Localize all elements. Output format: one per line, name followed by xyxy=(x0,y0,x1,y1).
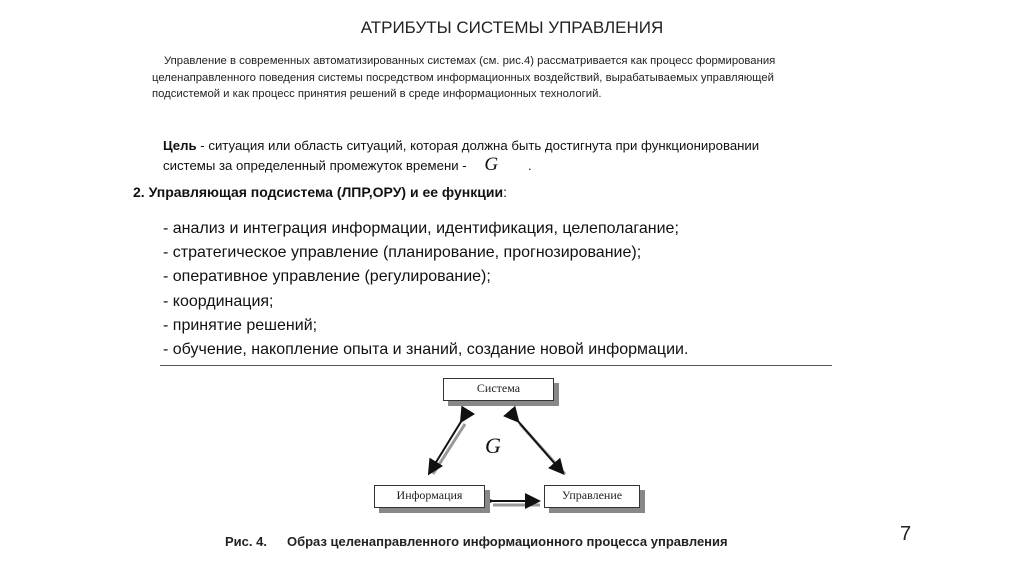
intro-line-2: целенаправленного поведения системы посредством информационных воздействий, вырабатываемых управляющей xyxy=(152,71,774,84)
list-item: - оперативное управление (регулирование); xyxy=(163,268,491,286)
intro-line-3: подсистемой и как процесс принятия решений в среде информационных технологий. xyxy=(152,88,602,100)
box-information xyxy=(374,485,485,508)
list-item: - принятие решений; xyxy=(163,316,318,334)
box-information-label: Информация xyxy=(396,488,463,502)
goal-line-1: - ситуация или область ситуаций, которая должна быть достигнута при функционировании xyxy=(196,138,760,153)
section-heading-text: 2. Управляющая подсистема (ЛПР,ОРУ) и ее функции xyxy=(133,184,504,200)
intro-line-1: Управление в современных автоматизированных системах (см. рис.4) рассматривается как процесс формирования xyxy=(164,55,776,67)
list-item: - обучение, накопление опыта и знаний, создание новой информации. xyxy=(163,341,689,359)
box-control xyxy=(544,485,640,508)
figure-caption xyxy=(225,534,728,549)
figure-label: Рис. 4. xyxy=(225,534,267,549)
goal-line-2: системы за определенный промежуток времени - xyxy=(163,158,471,173)
figure-caption-text: Образ целенаправленного информационного процесса управления xyxy=(286,534,728,549)
section-colon: : xyxy=(503,184,507,200)
page-number: 7 xyxy=(900,523,912,545)
goal-term: Цель xyxy=(163,138,197,153)
goal-trailing: . xyxy=(528,158,532,173)
box-system xyxy=(443,378,554,401)
list-item: - стратегическое управление (планирование, прогнозирование); xyxy=(163,244,642,262)
list-item: - анализ и интеграция информации, идентификация, целеполагание; xyxy=(163,220,679,237)
arrow-system-control xyxy=(517,420,562,472)
goal-symbol: G xyxy=(484,154,499,175)
slide-title: АТРИБУТЫ СИСТЕМЫ УПРАВЛЕНИЯ xyxy=(360,18,664,37)
arrow-system-information xyxy=(430,420,462,472)
box-system-label: Система xyxy=(476,381,521,395)
list-item: - координация; xyxy=(163,292,274,310)
diagram-goal-symbol: G xyxy=(485,433,501,458)
box-control-label: Управление xyxy=(561,488,623,502)
